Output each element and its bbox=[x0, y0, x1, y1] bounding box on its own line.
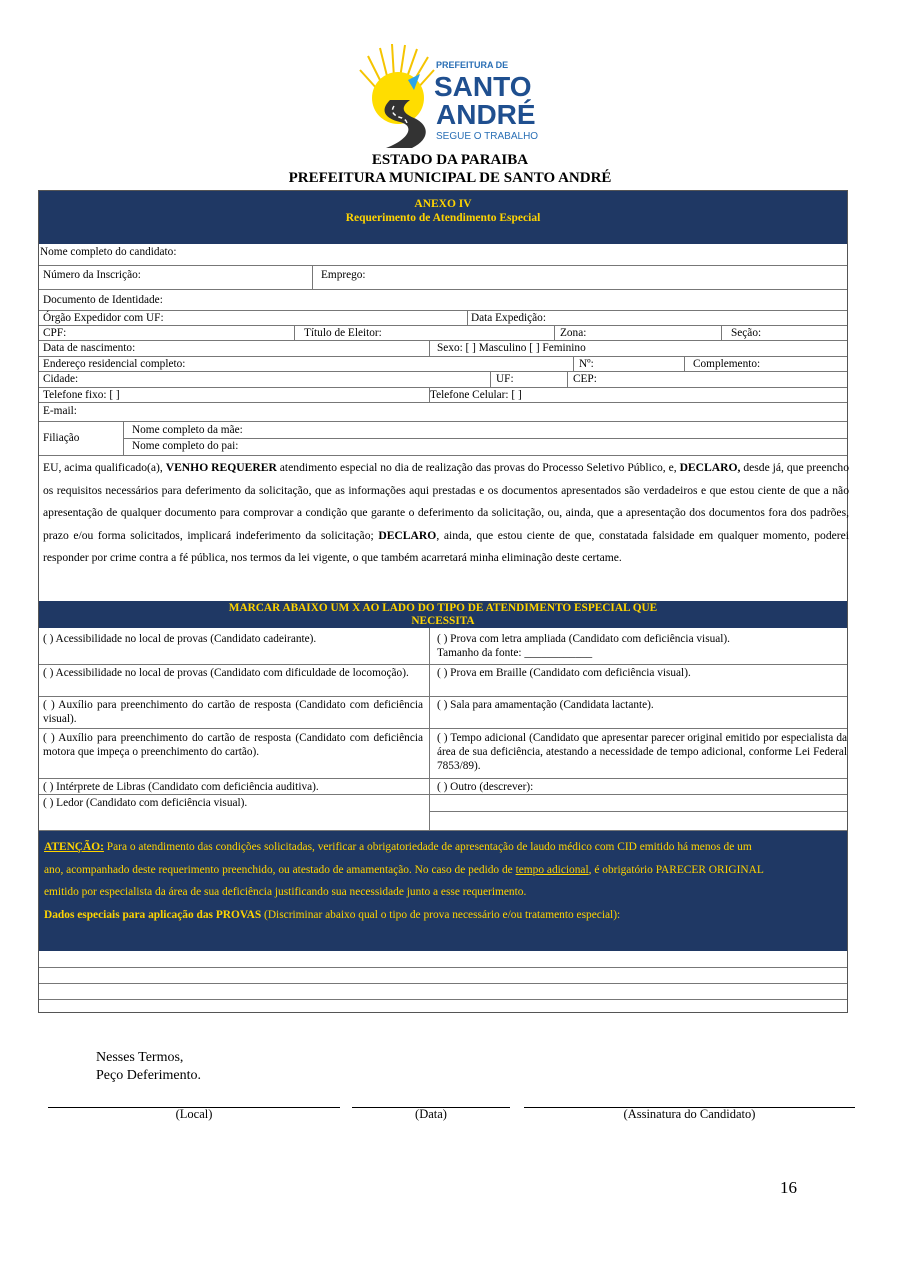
field-cidade[interactable]: Cidade: bbox=[43, 373, 79, 385]
field-identidade[interactable]: Documento de Identidade: bbox=[43, 294, 163, 306]
field-data-expedicao[interactable]: Data Expedição: bbox=[471, 312, 546, 324]
field-uf[interactable]: UF: bbox=[496, 373, 514, 385]
field-endereco[interactable]: Endereço residencial completo: bbox=[43, 358, 186, 370]
field-cpf[interactable]: CPF: bbox=[43, 327, 67, 339]
attention-label: ATENÇÃO: bbox=[44, 841, 104, 853]
option-auxilio-motora[interactable]: ( ) Auxílio para preenchimento do cartão de resposta (Candidato com deficiência motora que impeça o preenchimento do cartão). bbox=[43, 732, 423, 758]
options-header bbox=[39, 601, 847, 628]
logo-name-1: SANTO bbox=[434, 71, 532, 102]
header-prefeitura: PREFEITURA MUNICIPAL DE SANTO ANDRÉ bbox=[288, 170, 612, 186]
field-email[interactable]: E-mail: bbox=[43, 405, 77, 417]
field-titulo[interactable]: Título de Eleitor: bbox=[304, 327, 382, 339]
logo-name-2: ANDRÉ bbox=[436, 99, 536, 130]
page-number: 16 bbox=[780, 1178, 797, 1197]
closing bbox=[96, 1049, 201, 1085]
annex-title: ANEXO IV bbox=[414, 198, 472, 210]
field-nascimento[interactable]: Data de nascimento: bbox=[43, 342, 136, 354]
closing-line2: Peço Deferimento. bbox=[96, 1068, 201, 1083]
request-form bbox=[38, 190, 848, 1013]
field-filiacao: Filiação bbox=[43, 432, 80, 444]
field-orgao[interactable]: Órgão Expedidor com UF: bbox=[43, 312, 164, 324]
signature-label-assinatura: (Assinatura do Candidato) bbox=[623, 1107, 756, 1121]
logo-top-text: PREFEITURA DE bbox=[436, 60, 509, 70]
field-numero[interactable]: Nº: bbox=[579, 358, 594, 370]
attention-line4: Dados especiais para aplicação das PROVAS (Discriminar abaixo qual o tipo de prova necessário e/ou tratamento especial): bbox=[44, 908, 621, 921]
options-header-line2: NECESSITA bbox=[411, 614, 475, 627]
field-cep[interactable]: CEP: bbox=[573, 373, 597, 385]
option-tamanho-fonte[interactable]: Tamanho da fonte: ____________ bbox=[437, 647, 593, 659]
field-emprego[interactable]: Emprego: bbox=[321, 269, 366, 281]
option-auxilio-visual[interactable]: ( ) Auxílio para preenchimento do cartão de resposta (Candidato com deficiência visual). bbox=[43, 699, 423, 725]
header-state: ESTADO DA PARAIBA bbox=[371, 152, 529, 168]
option-outro[interactable]: ( ) Outro (descrever): bbox=[437, 781, 534, 793]
option-tempo-adicional[interactable]: ( ) Tempo adicional (Candidato que apresentar parecer original emitido por especialista da área de sua deficiência, atestando a necessidade de tempo adicional, conforme Lei Federal 7853/89). bbox=[437, 732, 847, 772]
signature-label-data: (Data) bbox=[415, 1107, 447, 1121]
blank-line[interactable] bbox=[39, 983, 847, 984]
blank-line[interactable] bbox=[39, 967, 847, 968]
field-pai[interactable]: Nome completo do pai: bbox=[132, 440, 239, 452]
option-acessibilidade-cadeirante[interactable]: ( ) Acessibilidade no local de provas (Candidato cadeirante). bbox=[43, 633, 317, 645]
field-zona[interactable]: Zona: bbox=[560, 327, 587, 339]
field-inscricao[interactable]: Número da Inscrição: bbox=[43, 269, 141, 281]
options-header-line1: MARCAR ABAIXO UM X AO LADO DO TIPO DE ATENDIMENTO ESPECIAL QUE bbox=[228, 602, 658, 614]
field-telefone-celular[interactable]: Telefone Celular: [ ] bbox=[430, 389, 522, 401]
field-sexo[interactable]: Sexo: [ ] Masculino [ ] Feminino bbox=[437, 342, 586, 354]
option-letra-ampliada[interactable]: ( ) Prova com letra ampliada (Candidato com deficiência visual). bbox=[437, 633, 730, 645]
blank-line[interactable] bbox=[39, 999, 847, 1000]
annex-header bbox=[39, 191, 847, 244]
option-libras[interactable]: ( ) Intérprete de Libras (Candidato com deficiência auditiva). bbox=[43, 781, 319, 793]
closing-line1: Nesses Termos, bbox=[96, 1050, 184, 1065]
field-nome[interactable]: Nome completo do candidato: bbox=[40, 246, 177, 258]
signature-label-local: (Local) bbox=[175, 1107, 213, 1121]
field-secao[interactable]: Seção: bbox=[731, 327, 762, 339]
option-ledor[interactable]: ( ) Ledor (Candidato com deficiência visual). bbox=[43, 797, 248, 809]
option-amamentacao[interactable]: ( ) Sala para amamentação (Candidata lactante). bbox=[437, 699, 654, 711]
option-braille[interactable]: ( ) Prova em Braille (Candidato com deficiência visual). bbox=[437, 667, 691, 679]
logo-slogan: SEGUE O TRABALHO bbox=[436, 131, 539, 142]
field-mae[interactable]: Nome completo da mãe: bbox=[132, 424, 243, 436]
declaration-text: EU, acima qualificado(a), VENHO REQUERER atendimento especial no dia de realização das provas do Processo Seletivo Público, e, DECLARO, desde já, que preencho os requisitos necessários para deferimento da solicitação, que as informações aqui prestadas e os documentos apresentados são verdadeiros e que estou ciente de que a não apresentação de qualquer documento para comprovar a condição que garante o deferimento da solicitação, ou, ainda, que a apresentação dos documentos fora dos padrões, prazo e/ou forma solicitados, implicará indeferimento da solicitação; DECLARO, ainda, que estou ciente de que, constatada falsidade em qualquer momento, poderei responder por crime contra a fé pública, nos termos da lei vigente, o que também acarretará minha eliminação deste certame. bbox=[43, 461, 849, 564]
prefeitura-logo bbox=[350, 40, 556, 150]
field-complemento[interactable]: Complemento: bbox=[693, 358, 761, 370]
annex-subtitle: Requerimento de Atendimento Especial bbox=[345, 212, 541, 224]
field-telefone-fixo[interactable]: Telefone fixo: [ ] bbox=[43, 389, 120, 401]
option-acessibilidade-locomocao[interactable]: ( ) Acessibilidade no local de provas (Candidato com dificuldade de locomoção). bbox=[43, 667, 409, 679]
logo-emblem bbox=[350, 40, 556, 150]
attention-line3: emitido por especialista da área de sua deficiência justificando sua necessidade junto a esse requerimento. bbox=[44, 886, 527, 898]
attention-line1: ATENÇÃO: Para o atendimento das condições solicitadas, verificar a obrigatoriedade de apresentação de laudo médico com CID emitido há menos de um bbox=[44, 841, 752, 853]
attention-line2: ano, acompanhado deste requerimento preenchido, ou atestado de amamentação. No caso de pedido de tempo adicional, é obrigatório PARECER ORIGINAL bbox=[44, 863, 764, 876]
attention-box bbox=[39, 831, 847, 951]
